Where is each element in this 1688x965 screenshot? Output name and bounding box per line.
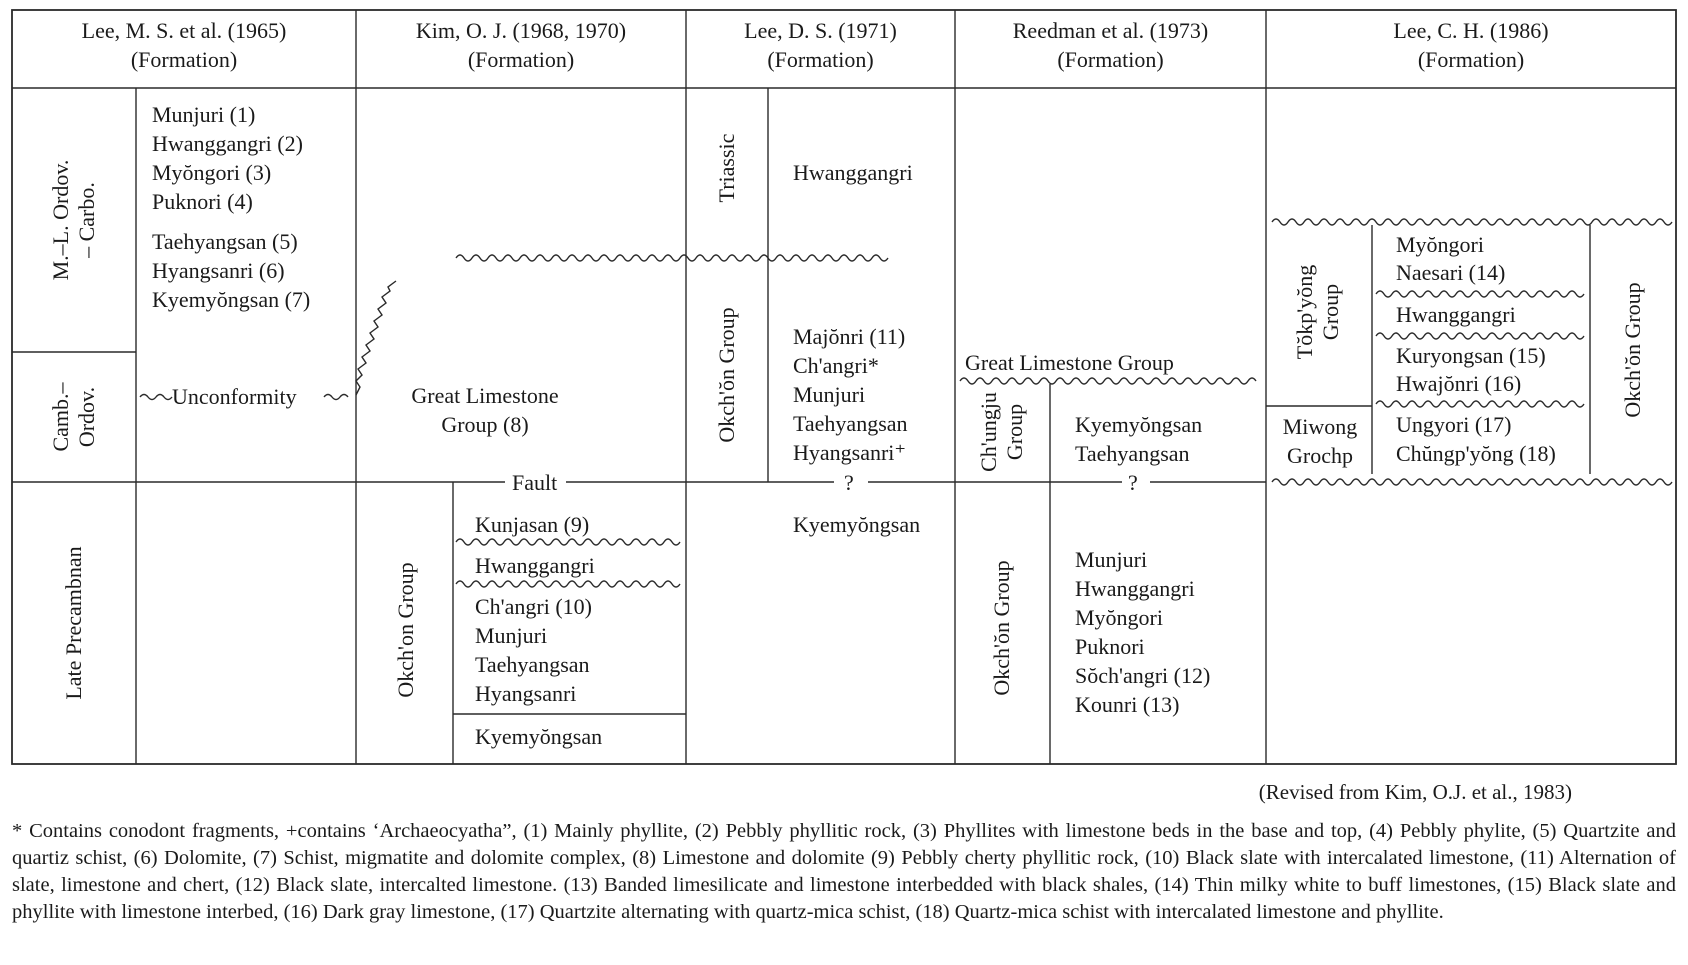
kim-formation: Kunjasan (9) (475, 512, 590, 537)
lee-ds-triassic: Triassic (714, 133, 739, 203)
age-ordov-carbo: M.–L. Ordov. – Carbo. (48, 159, 99, 281)
lee-ds-triassic-formation: Hwanggangri (793, 160, 913, 185)
lee-ds-question: ? (844, 470, 854, 495)
lee-ch-formation: Naesari (14) (1396, 260, 1506, 285)
lee-ch-formation: Kuryongsan (15) (1396, 343, 1546, 368)
lee-ds-below: Kyemyŏngsan (793, 512, 921, 537)
reedman-okchon-formation: Hwanggangri (1075, 576, 1195, 601)
reedman-okchon-group: Okch'ŏn Group (989, 560, 1014, 696)
kim-formation: Hwanggangri (475, 553, 595, 578)
lee-ds-formation: Majŏnri (11) (793, 324, 906, 349)
source-note: (Revised from Kim, O.J. et al., 1983) (1258, 780, 1572, 804)
header-lee-ms: Lee, M. S. et al. (1965) (Formation) (81, 18, 287, 72)
fault-label: Fault (512, 470, 558, 495)
reedman-okchon-formation: Sŏch'angri (12) (1075, 663, 1211, 688)
lee-ds-formation: Ch'angri* (793, 353, 879, 378)
kim-formation: Ch'angri (10) (475, 594, 592, 619)
reedman-chungju-formation: Taehyangsan (1075, 441, 1190, 466)
footnotes: * Contains conodont fragments, +contains ‘Archaeocyatha”, (1) Mainly phyllite, (2) Pebbly phyllitic rock, (3) Phyllites with limestone beds in the base and top, (4) Pebbly phylite, (5) Quartzite and quartiz schist, (6) Dolomite, (7) Schist, migmatite and dolomite complex, (8) Limestone and dolomite (9) Pebbly cherty phyllitic rock, (10) Black slate with intercalated limestone, (11) Alternation of slate, limestone and chert, (12) Black slate, intercalted limestone. (13) Banded limesilicate and limestone interbedded with black shales, (14) Thin milky white to buff limestones, (15) Black slate and phyllite with limestone interbed, (16) Dark gray limestone, (17) Quartzite alternating with quartz-mica schist, (18) Quartz-mica schist with intercalated limestone and phyllite. (12, 820, 1676, 923)
header-kim: Kim, O. J. (1968, 1970) (Formation) (415, 18, 627, 72)
lee-ms-formation: Taehyangsan (5) (152, 229, 298, 254)
reedman-okchon-formation: Munjuri (1075, 547, 1148, 572)
reedman-great-limestone: Great Limestone Group (965, 350, 1174, 375)
lee-ch-tokpyong-group: Tŏkp'yŏng Group (1292, 264, 1343, 360)
header-lee-ch: Lee, C. H. (1986) (Formation) (1393, 18, 1549, 72)
lee-ds-okchon-group: Okch'ŏn Group (714, 307, 739, 443)
lee-ms-formation: Munjuri (1) (152, 102, 256, 127)
kim-okchon-group: Okch'on Group (393, 562, 418, 698)
lee-ch-formation: Hwajŏnri (16) (1396, 371, 1522, 396)
lee-ms-formation: Hyangsanri (6) (152, 258, 285, 283)
lee-ms-formation: Kyemyŏngsan (7) (152, 287, 311, 312)
lee-ch-okchon-group: Okch'ŏn Group (1620, 282, 1645, 418)
reedman-chungju-group: Ch'ungju Group (976, 392, 1027, 472)
lee-ch-formation: Myŏngori (1396, 232, 1484, 257)
reedman-question: ? (1128, 470, 1138, 495)
lee-ms-formation: Myŏngori (3) (152, 160, 272, 185)
lee-ch-formation: Ungyori (17) (1396, 412, 1512, 437)
reedman-chungju-formation: Kyemyŏngsan (1075, 412, 1203, 437)
age-camb-ordov: Camb.– Ordov. (48, 382, 99, 452)
reedman-okchon-formation: Puknori (1075, 634, 1145, 659)
lee-ms-formation: Puknori (4) (152, 189, 253, 214)
lee-ms-formation: Hwanggangri (2) (152, 131, 303, 156)
kim-formation: Hyangsanri (475, 681, 577, 706)
lee-ds-formation: Munjuri (793, 382, 866, 407)
lee-ch-formation: Hwanggangri (1396, 302, 1516, 327)
lee-ds-formation: Hyangsanri⁺ (793, 440, 907, 465)
header-reedman: Reedman et al. (1973) (Formation) (1012, 18, 1209, 72)
unconformity-label: Unconformity (172, 384, 297, 409)
lee-ch-miwong-group: Miwong Grochp (1282, 414, 1358, 468)
kim-formation: Kyemyŏngsan (475, 724, 603, 749)
reedman-okchon-formation: Kounri (13) (1075, 692, 1180, 717)
kim-formation: Taehyangsan (475, 652, 590, 677)
age-late-precambrian: Late Precambnan (61, 546, 86, 700)
lee-ch-formation: Chŭngp'yŏng (18) (1396, 441, 1556, 466)
kim-formation: Munjuri (475, 623, 548, 648)
reedman-okchon-formation: Myŏngori (1075, 605, 1163, 630)
kim-great-limestone: Great Limestone Group (8) (411, 383, 559, 437)
lee-ds-formation: Taehyangsan (793, 411, 908, 436)
header-lee-ds: Lee, D. S. (1971) (Formation) (744, 18, 897, 72)
